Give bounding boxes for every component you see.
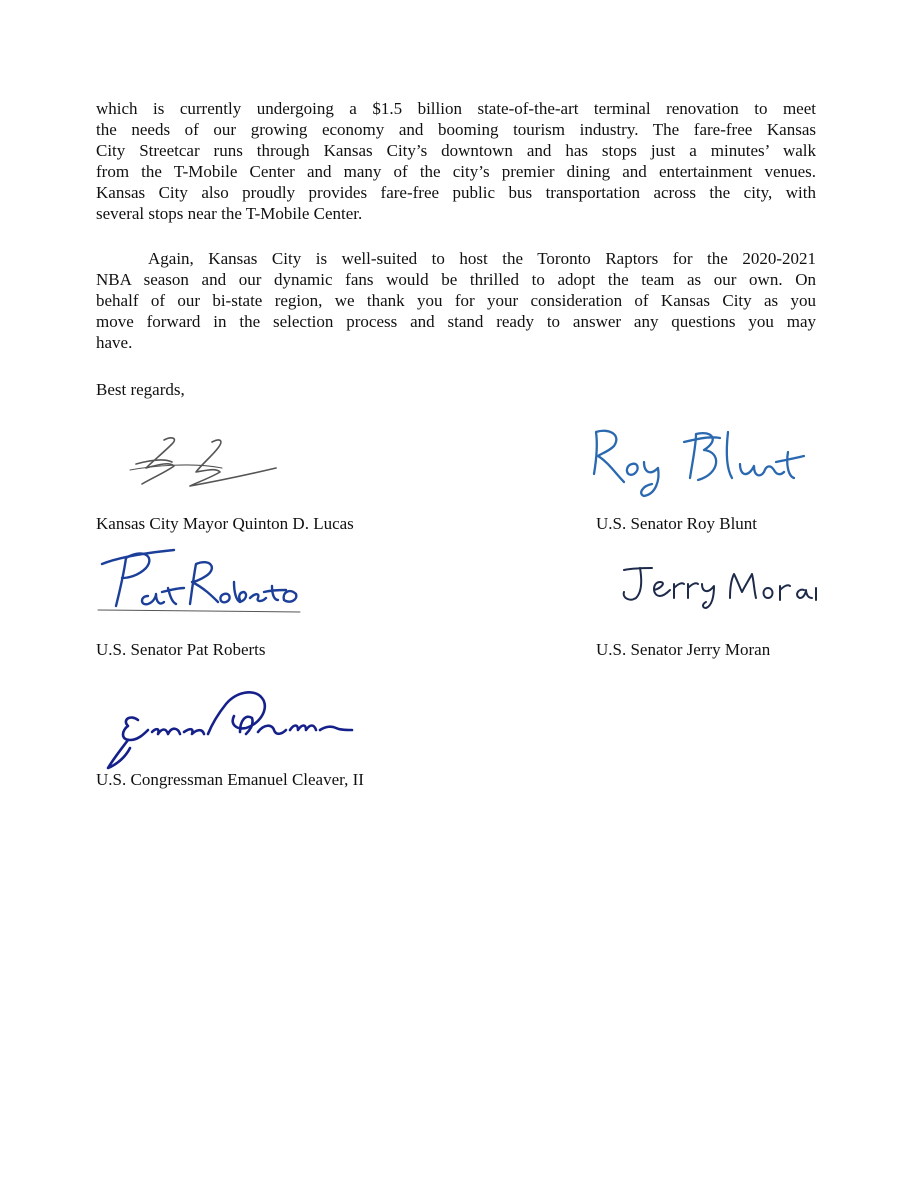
paragraph-2-line-4: move forward in the selection process and stand ready to answer any questions you may [96,312,816,331]
paragraph-2-line-1: Again, Kansas City is well-suited to host the Toronto Raptors for the 2020-2021 [148,249,816,268]
signatory-title-lucas: Kansas City Mayor Quinton D. Lucas [96,514,354,533]
signature-blunt [580,422,805,502]
paragraph-1-line-2: the needs of our growing economy and booming tourism industry. The fare-free Kansas [96,120,816,139]
paragraph-1-line-5: Kansas City also proudly provides fare-free public bus transportation across the city, with [96,183,816,202]
signatory-title-roberts: U.S. Senator Pat Roberts [96,640,266,659]
signatory-title-cleaver: U.S. Congressman Emanuel Cleaver, II [96,770,364,789]
signature-moran [618,562,818,612]
paragraph-2-line-5: have. [96,333,133,352]
signatory-title-moran: U.S. Senator Jerry Moran [596,640,771,659]
paragraph-1-line-3: City Streetcar runs through Kansas City’s downtown and has stops just a minutes’ walk [96,141,816,160]
signatory-title-blunt: U.S. Senator Roy Blunt [596,514,758,533]
paragraph-2-line-2: NBA season and our dynamic fans would be thrilled to adopt the team as our own. On [96,270,816,289]
paragraph-2-line-3: behalf of our bi-state region, we thank you for your consideration of Kansas City as you [96,291,816,310]
paragraph-1-line-4: from the T-Mobile Center and many of the city’s premier dining and entertainment venues. [96,162,816,181]
paragraph-1-line-1: which is currently undergoing a $1.5 billion state-of-the-art terminal renovation to meet [96,99,816,118]
paragraph-1-line-6: several stops near the T-Mobile Center. [96,204,363,223]
closing: Best regards, [96,380,185,399]
signature-cleaver [100,684,360,784]
signature-roberts [94,544,304,618]
signature-lucas [112,428,282,498]
